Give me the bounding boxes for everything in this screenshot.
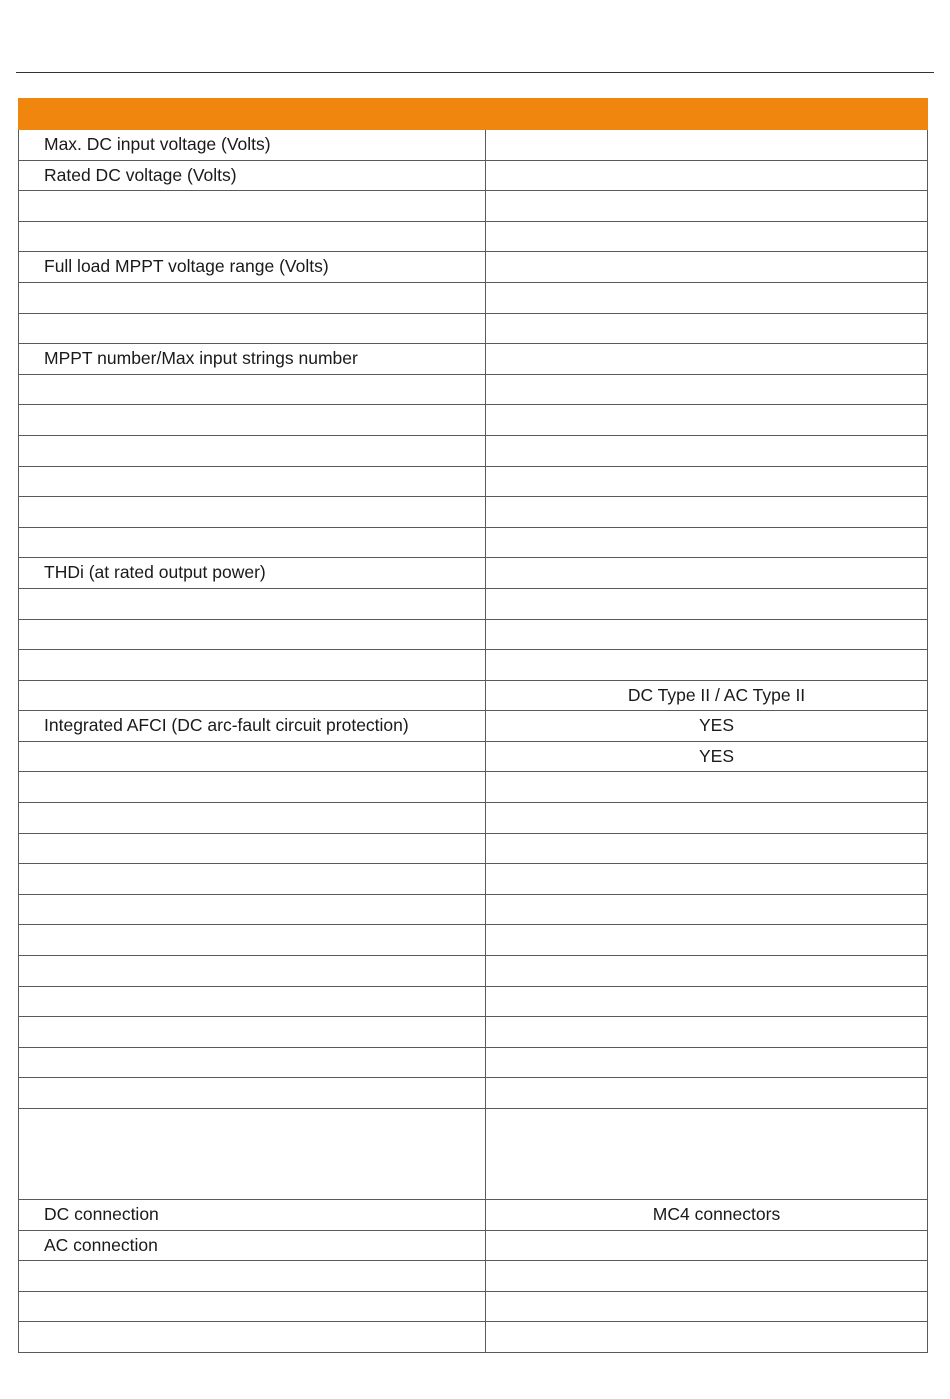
table-row bbox=[19, 894, 928, 925]
spec-label-cell: DC connection bbox=[19, 1200, 486, 1231]
spec-value-cell bbox=[486, 466, 928, 497]
spec-value-cell bbox=[486, 650, 928, 681]
table-row bbox=[19, 680, 928, 711]
table-row bbox=[19, 435, 928, 466]
table-row bbox=[19, 1047, 928, 1078]
spec-label-cell bbox=[19, 894, 486, 925]
table-header-row bbox=[19, 99, 928, 130]
spec-label-cell bbox=[19, 588, 486, 619]
spec-label-cell bbox=[19, 1078, 486, 1109]
table-header-bar bbox=[19, 99, 928, 130]
spec-label-cell bbox=[19, 466, 486, 497]
table-row bbox=[19, 956, 928, 987]
table-row bbox=[19, 864, 928, 895]
table-row bbox=[19, 619, 928, 650]
specification-table bbox=[18, 98, 928, 1353]
table-row bbox=[19, 527, 928, 558]
spec-label-cell bbox=[19, 374, 486, 405]
spec-label-cell bbox=[19, 864, 486, 895]
table-row bbox=[19, 374, 928, 405]
spec-label-cell bbox=[19, 405, 486, 436]
table-row bbox=[19, 711, 928, 742]
spec-value-cell bbox=[486, 956, 928, 987]
table-row bbox=[19, 588, 928, 619]
table-row bbox=[19, 1291, 928, 1322]
spec-value-cell bbox=[486, 925, 928, 956]
spec-value-cell bbox=[486, 1017, 928, 1048]
table-row bbox=[19, 925, 928, 956]
spec-value-cell bbox=[486, 252, 928, 283]
spec-value-cell bbox=[486, 894, 928, 925]
table-row bbox=[19, 160, 928, 191]
spec-label-cell: AC connection bbox=[19, 1230, 486, 1261]
spec-value-cell bbox=[486, 588, 928, 619]
table-row bbox=[19, 282, 928, 313]
spec-label-cell: Full load MPPT voltage range (Volts) bbox=[19, 252, 486, 283]
table-row bbox=[19, 130, 928, 161]
spec-label-cell bbox=[19, 803, 486, 834]
spec-label-cell: Max. DC input voltage (Volts) bbox=[19, 130, 486, 161]
spec-label-cell bbox=[19, 772, 486, 803]
spec-label-cell bbox=[19, 680, 486, 711]
spec-value-cell bbox=[486, 1261, 928, 1292]
spec-label-cell bbox=[19, 986, 486, 1017]
spec-label-cell bbox=[19, 650, 486, 681]
spec-label-cell bbox=[19, 1017, 486, 1048]
spec-value-cell bbox=[486, 1047, 928, 1078]
spec-value-cell bbox=[486, 1230, 928, 1261]
spec-label-cell bbox=[19, 435, 486, 466]
spec-label-cell: Rated DC voltage (Volts) bbox=[19, 160, 486, 191]
spec-value-cell bbox=[486, 833, 928, 864]
spec-label-cell bbox=[19, 619, 486, 650]
table-row bbox=[19, 252, 928, 283]
table-row bbox=[19, 1261, 928, 1292]
spec-value-cell bbox=[486, 1078, 928, 1109]
spec-value-cell bbox=[486, 527, 928, 558]
spec-value-cell bbox=[486, 864, 928, 895]
spec-label-cell bbox=[19, 925, 486, 956]
spec-value-cell bbox=[486, 374, 928, 405]
spec-value-cell: YES bbox=[486, 711, 928, 742]
spec-label-cell bbox=[19, 282, 486, 313]
spec-value-cell bbox=[486, 619, 928, 650]
table-row bbox=[19, 741, 928, 772]
spec-label-cell bbox=[19, 221, 486, 252]
table-row bbox=[19, 191, 928, 222]
spec-value-cell bbox=[486, 1322, 928, 1353]
spec-label-cell bbox=[19, 1047, 486, 1078]
spec-value-cell: YES bbox=[486, 741, 928, 772]
spec-label-cell bbox=[19, 833, 486, 864]
spec-value-cell bbox=[486, 160, 928, 191]
table-row bbox=[19, 313, 928, 344]
table-row bbox=[19, 1017, 928, 1048]
table-row bbox=[19, 1078, 928, 1109]
spec-label-cell bbox=[19, 956, 486, 987]
table-row bbox=[19, 221, 928, 252]
table-body bbox=[19, 130, 928, 1353]
spec-value-cell bbox=[486, 191, 928, 222]
table-row bbox=[19, 344, 928, 375]
spec-value-cell: DC Type II / AC Type II bbox=[486, 680, 928, 711]
spec-label-cell bbox=[19, 313, 486, 344]
spec-value-cell bbox=[486, 1291, 928, 1322]
spec-label-cell: Integrated AFCI (DC arc-fault circuit protection) bbox=[19, 711, 486, 742]
spec-label-cell bbox=[19, 191, 486, 222]
spec-value-cell bbox=[486, 558, 928, 589]
spec-value-cell bbox=[486, 435, 928, 466]
table-row bbox=[19, 772, 928, 803]
spec-value-cell bbox=[486, 130, 928, 161]
spec-label-cell: THDi (at rated output power) bbox=[19, 558, 486, 589]
table-row bbox=[19, 466, 928, 497]
spec-label-cell bbox=[19, 497, 486, 528]
spec-value-cell bbox=[486, 497, 928, 528]
table-row bbox=[19, 803, 928, 834]
table-row bbox=[19, 405, 928, 436]
table-row bbox=[19, 1230, 928, 1261]
spec-label-cell bbox=[19, 1261, 486, 1292]
spec-value-cell bbox=[486, 344, 928, 375]
spec-value-cell bbox=[486, 221, 928, 252]
table-row bbox=[19, 497, 928, 528]
spec-label-cell bbox=[19, 1109, 486, 1200]
spec-label-cell bbox=[19, 527, 486, 558]
spec-value-cell bbox=[486, 282, 928, 313]
spec-label-cell bbox=[19, 1322, 486, 1353]
table-row bbox=[19, 986, 928, 1017]
spec-value-cell: MC4 connectors bbox=[486, 1200, 928, 1231]
spec-value-cell bbox=[486, 1109, 928, 1200]
spec-label-cell: MPPT number/Max input strings number bbox=[19, 344, 486, 375]
table-row bbox=[19, 650, 928, 681]
top-divider bbox=[16, 72, 934, 73]
spec-value-cell bbox=[486, 986, 928, 1017]
spec-value-cell bbox=[486, 803, 928, 834]
table-row bbox=[19, 1322, 928, 1353]
table-row bbox=[19, 833, 928, 864]
table-row bbox=[19, 1109, 928, 1200]
spec-value-cell bbox=[486, 772, 928, 803]
spec-label-cell bbox=[19, 1291, 486, 1322]
table-row bbox=[19, 1200, 928, 1231]
spec-value-cell bbox=[486, 313, 928, 344]
spec-value-cell bbox=[486, 405, 928, 436]
spec-label-cell bbox=[19, 741, 486, 772]
table-row bbox=[19, 558, 928, 589]
